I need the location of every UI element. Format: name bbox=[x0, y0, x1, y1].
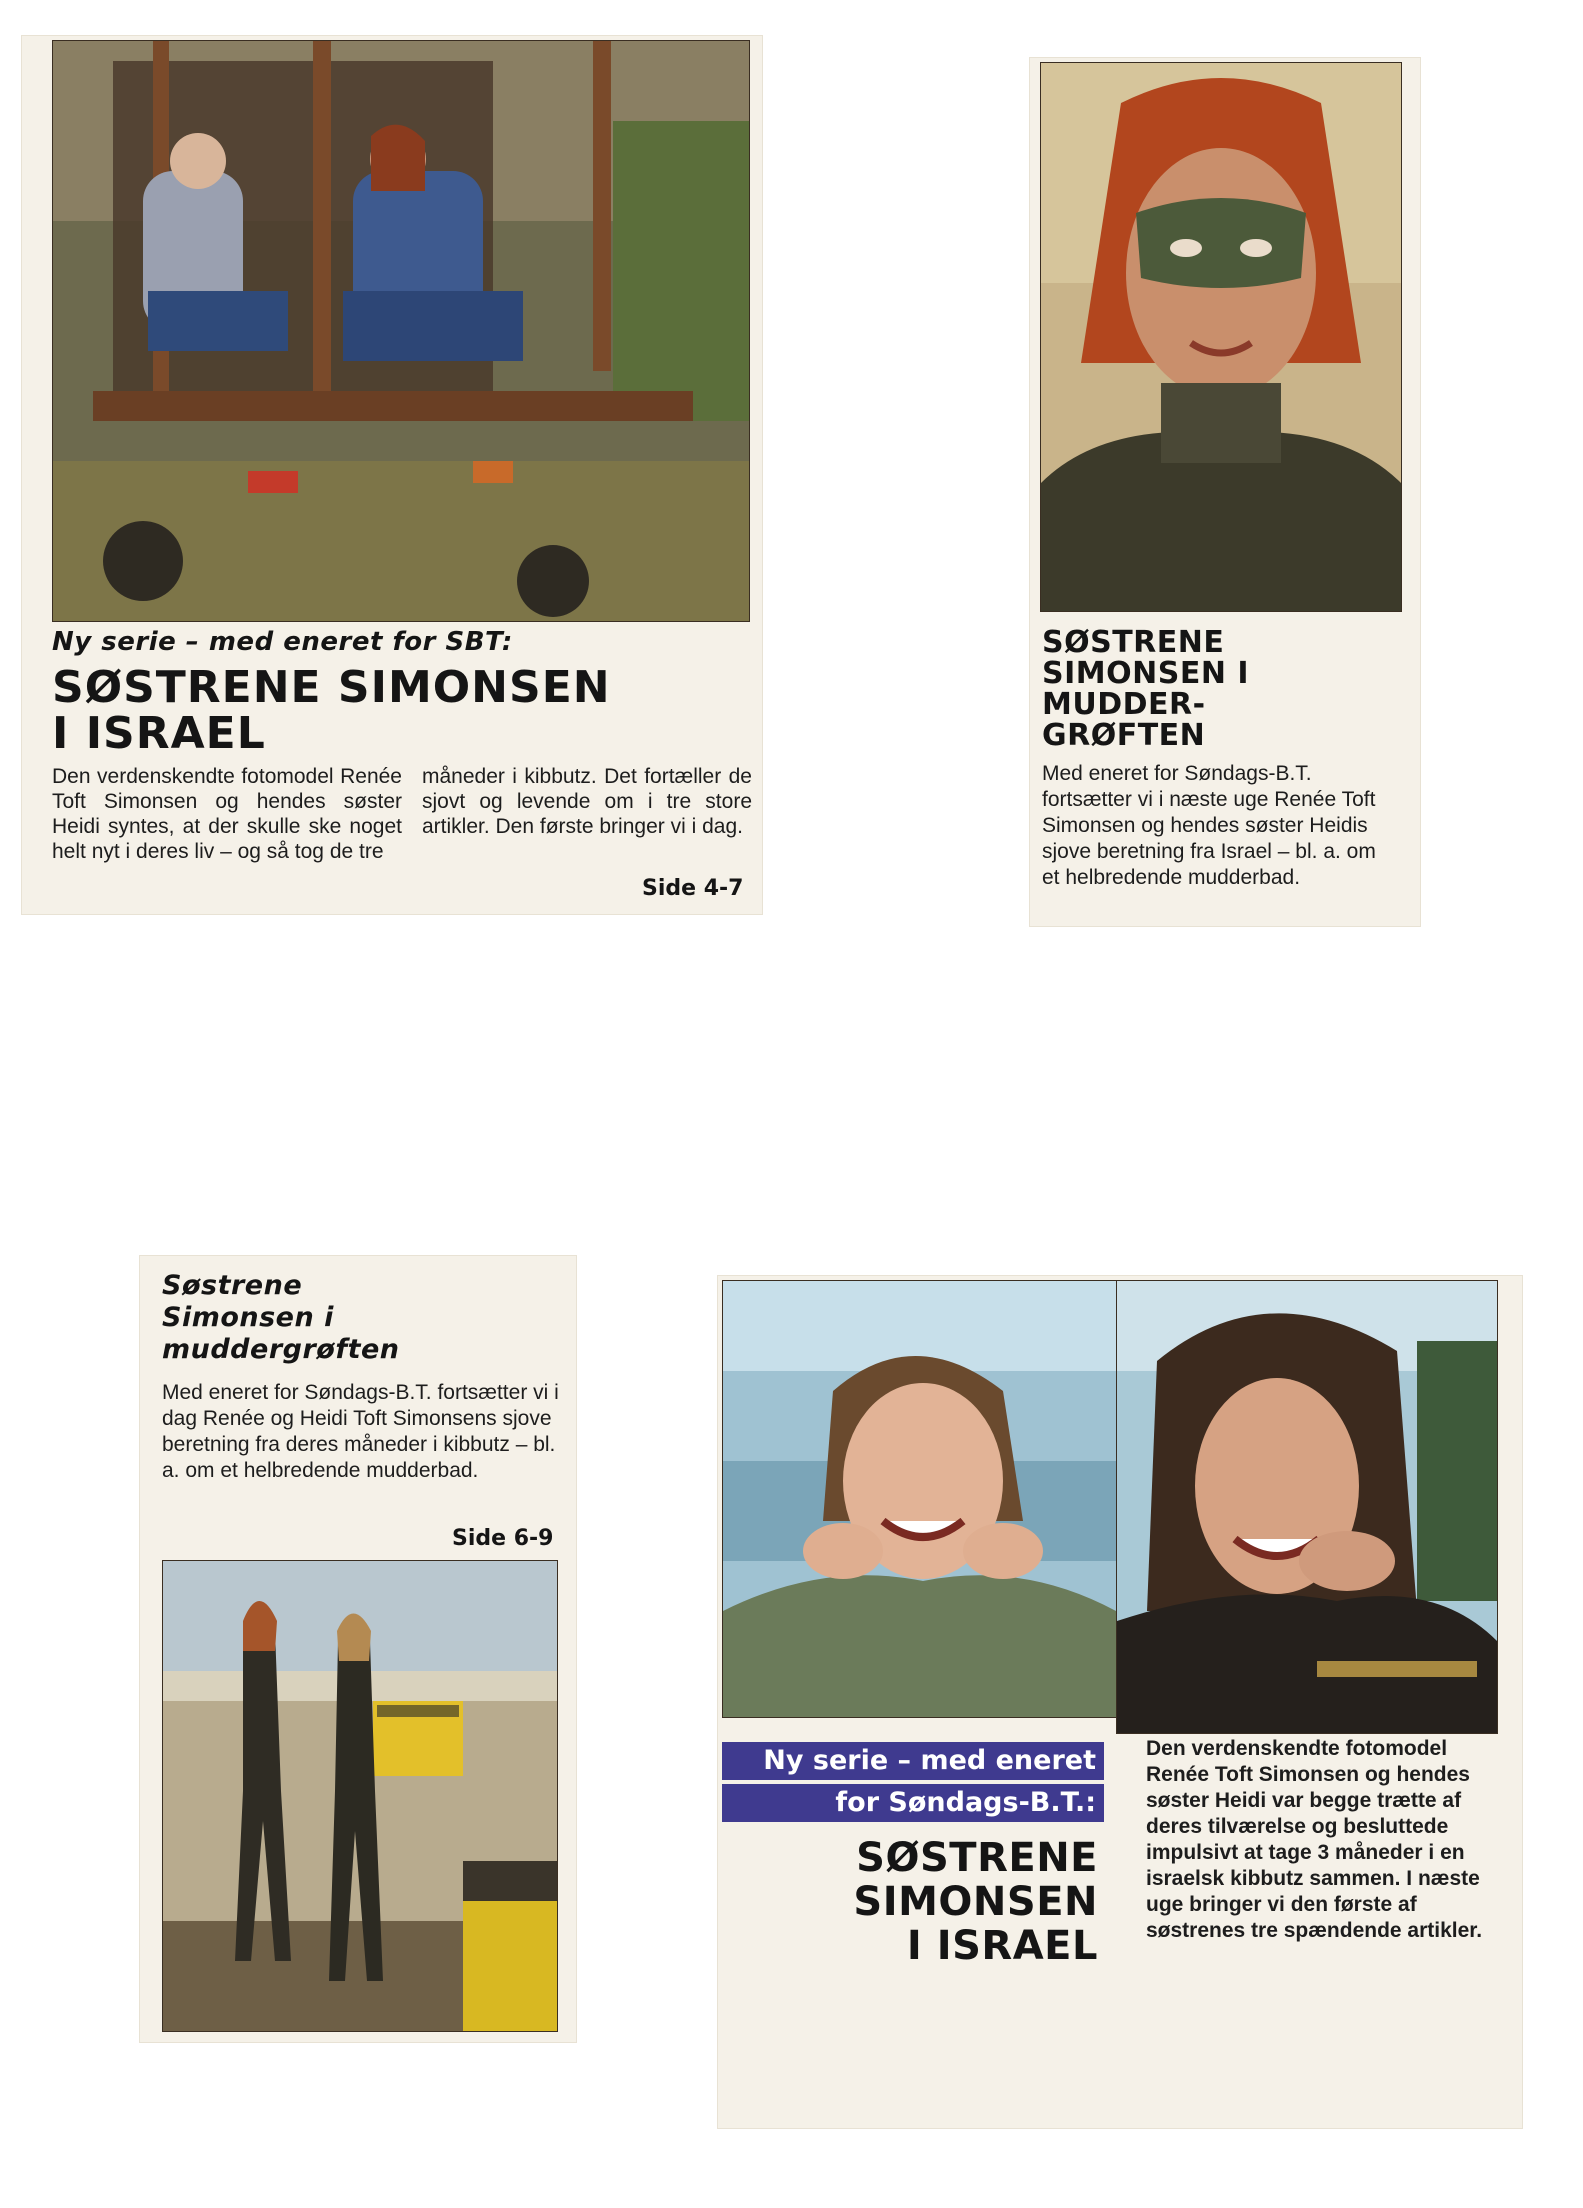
body-text: Med eneret for Søndags-B.T. fortsætter vi i næste uge Renée Toft Simonsen og hendes søster Heidis sjove beretning fra Israel – bl. a. om et helbredende mudderbad. bbox=[1042, 762, 1376, 889]
page-reference: Side 6-9 bbox=[452, 1526, 554, 1551]
sisters-truck-photo bbox=[52, 40, 750, 622]
headline-line-2: Simonsen i bbox=[162, 1302, 334, 1333]
clipping-muddergroeften-preview bbox=[1030, 58, 1420, 926]
heidi-portrait-photo bbox=[722, 1280, 1117, 1718]
body-column-1: Den verdenskendte fotomodel Renée Toft Simonsen og hendes søster Heidi syntes, at der skulle ske noget helt nyt i deres liv – og så tog de tre bbox=[52, 765, 402, 863]
kicker: Ny serie – med eneret for SBT: bbox=[52, 627, 513, 657]
headline-line-2: SIMONSEN bbox=[853, 1879, 1098, 1925]
body-column-2: måneder i kibbutz. Det fortæller de sjovt og levende om i tre store artikler. Den første bringer vi i dag. bbox=[422, 765, 752, 838]
mud-bath-photo bbox=[162, 1560, 558, 2032]
clipping-ny-serie-sbt bbox=[22, 36, 762, 914]
headline-line-2: SIMONSEN I bbox=[1042, 656, 1250, 691]
headline-line-3: MUDDER- bbox=[1042, 687, 1206, 722]
body-text: Den verdenskendte fotomodel Renée Toft Simonsen og hendes søster Heidi var begge trætte af deres tilværelse og besluttede impulsivt at tage 3 måneder i en israelsk kibbutz sammen. I næste uge bringer vi den første af søstrenes tre spændende artikler. bbox=[1146, 1737, 1483, 1942]
headline-line-3: muddergrøften bbox=[162, 1334, 400, 1365]
headline-line-1: SØSTRENE bbox=[856, 1835, 1098, 1881]
headline-line-1: SØSTRENE SIMONSEN bbox=[52, 662, 611, 713]
headline-line-4: GRØFTEN bbox=[1042, 718, 1206, 753]
headline-line-3: I ISRAEL bbox=[906, 1923, 1098, 1969]
mud-face-portrait-photo bbox=[1040, 62, 1402, 612]
clipping-ny-serie-soendags-bt bbox=[718, 1276, 1522, 2128]
page-reference: Side 4-7 bbox=[642, 876, 744, 901]
headline-line-2: I ISRAEL bbox=[52, 708, 266, 759]
banner-line-2: for Søndags-B.T.: bbox=[722, 1784, 1104, 1822]
clipping-muddergroeften-today bbox=[140, 1256, 576, 2042]
headline-line-1: Søstrene bbox=[162, 1270, 303, 1301]
headline-line-1: SØSTRENE bbox=[1042, 625, 1225, 660]
body-text: Med eneret for Søndags-B.T. fortsætter vi i dag Renée og Heidi Toft Simonsens sjove beretning fra deres måneder i kibbutz – bl. a. om et helbredende mudderbad. bbox=[162, 1381, 559, 1482]
renee-portrait-photo bbox=[1116, 1280, 1498, 1734]
banner-line-1: Ny serie – med eneret bbox=[722, 1742, 1104, 1780]
